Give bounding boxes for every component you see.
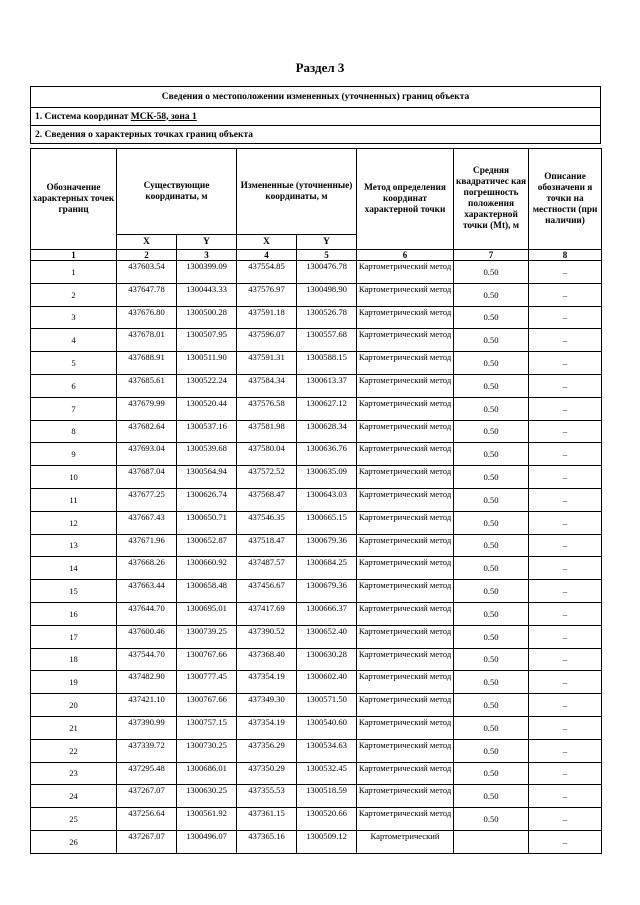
table-row <box>31 557 602 580</box>
refined-y-cell: 1300628.34 <box>297 420 357 443</box>
refined-y-cell: 1300476.78 <box>297 261 357 284</box>
point-description-cell: – <box>529 557 602 580</box>
header-y-existing: Y <box>177 235 237 250</box>
point-description-cell: – <box>529 602 602 625</box>
refined-x-cell: 437581.98 <box>237 420 297 443</box>
existing-y-cell: 1300658.48 <box>177 580 237 603</box>
error-mt-cell: 0.50 <box>454 283 529 306</box>
method-cell: Картометрический метод <box>357 374 454 397</box>
point-number-cell: 6 <box>31 374 117 397</box>
error-mt-cell: 0.50 <box>454 443 529 466</box>
point-number-cell: 7 <box>31 397 117 420</box>
method-cell: Картометрический метод <box>357 762 454 785</box>
table-row <box>31 830 602 853</box>
header-error: Средняя квадратичес кая погрешность положения характерной точки (Mt), м <box>454 149 529 250</box>
refined-y-cell: 1300627.12 <box>297 397 357 420</box>
point-number-cell: 5 <box>31 352 117 375</box>
point-number-cell: 15 <box>31 580 117 603</box>
refined-x-cell: 437456.67 <box>237 580 297 603</box>
header-existing-coords: Существующие координаты, м <box>117 149 237 235</box>
method-cell: Картометрический метод <box>357 443 454 466</box>
refined-x-cell: 437591.31 <box>237 352 297 375</box>
existing-y-cell: 1300520.44 <box>177 397 237 420</box>
refined-x-cell: 437584.34 <box>237 374 297 397</box>
point-description-cell: – <box>529 625 602 648</box>
header-refined-coords: Измененные (уточненные) координаты, м <box>237 149 357 235</box>
existing-x-cell: 437295.48 <box>117 762 177 785</box>
refined-x-cell: 437354.19 <box>237 716 297 739</box>
method-cell: Картометрический метод <box>357 694 454 717</box>
table-heading: Сведения о местоположении измененных (уточненных) границ объекта <box>31 87 601 108</box>
refined-x-cell: 437576.97 <box>237 283 297 306</box>
existing-x-cell: 437688.91 <box>117 352 177 375</box>
existing-x-cell: 437390.99 <box>117 716 177 739</box>
refined-y-cell: 1300518.59 <box>297 785 357 808</box>
existing-y-cell: 1300507.95 <box>177 329 237 352</box>
point-number-cell: 12 <box>31 511 117 534</box>
refined-y-cell: 1300630.28 <box>297 648 357 671</box>
point-description-cell: – <box>529 648 602 671</box>
refined-x-cell: 437591.18 <box>237 306 297 329</box>
header-method: Метод определения координат характерной точки <box>357 149 454 250</box>
error-mt-cell: 0.50 <box>454 694 529 717</box>
existing-x-cell: 437267.07 <box>117 830 177 853</box>
refined-x-cell: 437568.47 <box>237 488 297 511</box>
column-number: 3 <box>177 250 237 261</box>
existing-x-cell: 437679.99 <box>117 397 177 420</box>
refined-x-cell: 437355.53 <box>237 785 297 808</box>
point-number-cell: 10 <box>31 466 117 489</box>
existing-x-cell: 437544.70 <box>117 648 177 671</box>
error-mt-cell: 0.50 <box>454 716 529 739</box>
error-mt-cell: 0.50 <box>454 557 529 580</box>
error-mt-cell: 0.50 <box>454 488 529 511</box>
error-mt-cell: 0.50 <box>454 762 529 785</box>
existing-x-cell: 437685.61 <box>117 374 177 397</box>
table-row <box>31 534 602 557</box>
point-description-cell: – <box>529 466 602 489</box>
table-row <box>31 306 602 329</box>
error-mt-cell: 0.50 <box>454 739 529 762</box>
table-row <box>31 488 602 511</box>
existing-y-cell: 1300757.15 <box>177 716 237 739</box>
column-number: 5 <box>297 250 357 261</box>
header-y-refined: Y <box>297 235 357 250</box>
point-number-cell: 17 <box>31 625 117 648</box>
point-number-cell: 2 <box>31 283 117 306</box>
existing-x-cell: 437256.64 <box>117 808 177 831</box>
error-mt-cell: 0.50 <box>454 534 529 557</box>
existing-y-cell: 1300777.45 <box>177 671 237 694</box>
refined-x-cell: 437368.40 <box>237 648 297 671</box>
point-description-cell: – <box>529 397 602 420</box>
point-description-cell: – <box>529 534 602 557</box>
refined-x-cell: 437361.15 <box>237 808 297 831</box>
table-row <box>31 762 602 785</box>
method-cell: Картометрический метод <box>357 785 454 808</box>
method-cell: Картометрический метод <box>357 329 454 352</box>
error-mt-cell: 0.50 <box>454 625 529 648</box>
point-number-cell: 1 <box>31 261 117 284</box>
column-number: 7 <box>454 250 529 261</box>
existing-y-cell: 1300767.66 <box>177 694 237 717</box>
method-cell: Картометрический <box>357 830 454 853</box>
point-number-cell: 13 <box>31 534 117 557</box>
point-description-cell: – <box>529 352 602 375</box>
header-x-existing: X <box>117 235 177 250</box>
existing-y-cell: 1300564.94 <box>177 466 237 489</box>
method-cell: Картометрический метод <box>357 511 454 534</box>
table-row <box>31 511 602 534</box>
error-mt-cell <box>454 830 529 853</box>
refined-y-cell: 1300684.25 <box>297 557 357 580</box>
point-description-cell: – <box>529 261 602 284</box>
existing-y-cell: 1300511.90 <box>177 352 237 375</box>
refined-x-cell: 437356.29 <box>237 739 297 762</box>
coord-system-prefix: 1. Система координат <box>35 111 131 122</box>
point-description-cell: – <box>529 762 602 785</box>
point-description-cell: – <box>529 785 602 808</box>
existing-y-cell: 1300443.33 <box>177 283 237 306</box>
refined-x-cell: 437518.47 <box>237 534 297 557</box>
coord-system-value: МСК-58, зона 1 <box>130 111 197 122</box>
method-cell: Картометрический метод <box>357 602 454 625</box>
method-cell: Картометрический метод <box>357 580 454 603</box>
column-number: 8 <box>529 250 602 261</box>
method-cell: Картометрический метод <box>357 306 454 329</box>
refined-x-cell: 437546.35 <box>237 511 297 534</box>
method-cell: Картометрический метод <box>357 283 454 306</box>
object-info-table <box>30 86 601 144</box>
refined-x-cell: 437350.29 <box>237 762 297 785</box>
method-cell: Картометрический метод <box>357 261 454 284</box>
refined-y-cell: 1300602.40 <box>297 671 357 694</box>
existing-y-cell: 1300739.25 <box>177 625 237 648</box>
header-description: Описание обозначени я точки на местности (при наличии) <box>529 149 602 250</box>
error-mt-cell: 0.50 <box>454 785 529 808</box>
point-description-cell: – <box>529 329 602 352</box>
table-row <box>31 261 602 284</box>
existing-x-cell: 437676.80 <box>117 306 177 329</box>
method-cell: Картометрический метод <box>357 808 454 831</box>
point-description-cell: – <box>529 808 602 831</box>
existing-x-cell: 437603.54 <box>117 261 177 284</box>
error-mt-cell: 0.50 <box>454 420 529 443</box>
existing-y-cell: 1300650.71 <box>177 511 237 534</box>
method-cell: Картометрический метод <box>357 488 454 511</box>
existing-y-cell: 1300537.16 <box>177 420 237 443</box>
point-number-cell: 25 <box>31 808 117 831</box>
refined-x-cell: 437554.85 <box>237 261 297 284</box>
column-number: 2 <box>117 250 177 261</box>
existing-x-cell: 437663.44 <box>117 580 177 603</box>
existing-y-cell: 1300660.92 <box>177 557 237 580</box>
point-description-cell: – <box>529 716 602 739</box>
refined-y-cell: 1300520.66 <box>297 808 357 831</box>
point-number-cell: 8 <box>31 420 117 443</box>
table-row <box>31 602 602 625</box>
table-row <box>31 443 602 466</box>
point-description-cell: – <box>529 671 602 694</box>
existing-x-cell: 437671.96 <box>117 534 177 557</box>
table-row <box>31 694 602 717</box>
point-number-cell: 24 <box>31 785 117 808</box>
point-description-cell: – <box>529 374 602 397</box>
characteristic-points-table <box>30 148 602 854</box>
column-number: 6 <box>357 250 454 261</box>
method-cell: Картометрический метод <box>357 671 454 694</box>
table-row <box>31 352 602 375</box>
refined-x-cell: 437576.58 <box>237 397 297 420</box>
point-number-cell: 16 <box>31 602 117 625</box>
point-description-cell: – <box>529 420 602 443</box>
point-description-cell: – <box>529 488 602 511</box>
table-row <box>31 374 602 397</box>
method-cell: Картометрический метод <box>357 397 454 420</box>
point-number-cell: 26 <box>31 830 117 853</box>
existing-y-cell: 1300522.24 <box>177 374 237 397</box>
table-row <box>31 648 602 671</box>
point-description-cell: – <box>529 739 602 762</box>
error-mt-cell: 0.50 <box>454 329 529 352</box>
existing-x-cell: 437678.01 <box>117 329 177 352</box>
point-number-cell: 23 <box>31 762 117 785</box>
table-row <box>31 716 602 739</box>
refined-y-cell: 1300571.50 <box>297 694 357 717</box>
table-row <box>31 397 602 420</box>
table-row <box>31 283 602 306</box>
existing-x-cell: 437667.43 <box>117 511 177 534</box>
column-number: 4 <box>237 250 297 261</box>
table-row <box>31 625 602 648</box>
header-point-designation: Обозначение характерных точек границ <box>31 149 117 250</box>
point-number-cell: 4 <box>31 329 117 352</box>
point-description-cell: – <box>529 283 602 306</box>
refined-y-cell: 1300635.09 <box>297 466 357 489</box>
existing-y-cell: 1300500.28 <box>177 306 237 329</box>
existing-x-cell: 437482.90 <box>117 671 177 694</box>
point-description-cell: – <box>529 443 602 466</box>
point-number-cell: 18 <box>31 648 117 671</box>
refined-x-cell: 437487.57 <box>237 557 297 580</box>
refined-y-cell: 1300652.40 <box>297 625 357 648</box>
point-number-cell: 20 <box>31 694 117 717</box>
table-row <box>31 329 602 352</box>
refined-x-cell: 437580.04 <box>237 443 297 466</box>
existing-x-cell: 437693.04 <box>117 443 177 466</box>
table-row <box>31 420 602 443</box>
column-number: 1 <box>31 250 117 261</box>
existing-y-cell: 1300539.68 <box>177 443 237 466</box>
existing-x-cell: 437600.46 <box>117 625 177 648</box>
refined-y-cell: 1300509.12 <box>297 830 357 853</box>
existing-y-cell: 1300695.01 <box>177 602 237 625</box>
refined-x-cell: 437349.30 <box>237 694 297 717</box>
point-description-cell: – <box>529 694 602 717</box>
refined-y-cell: 1300588.15 <box>297 352 357 375</box>
error-mt-cell: 0.50 <box>454 808 529 831</box>
point-number-cell: 14 <box>31 557 117 580</box>
point-description-cell: – <box>529 830 602 853</box>
existing-x-cell: 437677.25 <box>117 488 177 511</box>
points-table-body <box>31 261 602 854</box>
table-row <box>31 808 602 831</box>
existing-y-cell: 1300626.74 <box>177 488 237 511</box>
method-cell: Картометрический метод <box>357 716 454 739</box>
error-mt-cell: 0.50 <box>454 374 529 397</box>
refined-y-cell: 1300665.15 <box>297 511 357 534</box>
method-cell: Картометрический метод <box>357 534 454 557</box>
existing-y-cell: 1300686.01 <box>177 762 237 785</box>
existing-x-cell: 437682.64 <box>117 420 177 443</box>
method-cell: Картометрический метод <box>357 466 454 489</box>
error-mt-cell: 0.50 <box>454 466 529 489</box>
error-mt-cell: 0.50 <box>454 648 529 671</box>
existing-x-cell: 437668.26 <box>117 557 177 580</box>
refined-y-cell: 1300679.36 <box>297 534 357 557</box>
existing-x-cell: 437339.72 <box>117 739 177 762</box>
existing-y-cell: 1300767.66 <box>177 648 237 671</box>
method-cell: Картометрический метод <box>357 625 454 648</box>
refined-y-cell: 1300636.76 <box>297 443 357 466</box>
refined-x-cell: 437390.52 <box>237 625 297 648</box>
method-cell: Картометрический метод <box>357 420 454 443</box>
table-row <box>31 580 602 603</box>
method-cell: Картометрический метод <box>357 557 454 580</box>
error-mt-cell: 0.50 <box>454 602 529 625</box>
table-row <box>31 466 602 489</box>
refined-y-cell: 1300557.68 <box>297 329 357 352</box>
error-mt-cell: 0.50 <box>454 580 529 603</box>
existing-y-cell: 1300496.07 <box>177 830 237 853</box>
refined-x-cell: 437572.52 <box>237 466 297 489</box>
existing-y-cell: 1300730.25 <box>177 739 237 762</box>
table-row <box>31 785 602 808</box>
header-x-refined: X <box>237 235 297 250</box>
error-mt-cell: 0.50 <box>454 397 529 420</box>
existing-x-cell: 437687.04 <box>117 466 177 489</box>
refined-x-cell: 437354.19 <box>237 671 297 694</box>
existing-x-cell: 437267.07 <box>117 785 177 808</box>
error-mt-cell: 0.50 <box>454 261 529 284</box>
refined-y-cell: 1300534.63 <box>297 739 357 762</box>
refined-y-cell: 1300679.36 <box>297 580 357 603</box>
points-heading: 2. Сведения о характерных точках границ объекта <box>31 126 601 144</box>
refined-x-cell: 437417.69 <box>237 602 297 625</box>
table-row <box>31 671 602 694</box>
method-cell: Картометрический метод <box>357 352 454 375</box>
point-number-cell: 11 <box>31 488 117 511</box>
refined-y-cell: 1300540.60 <box>297 716 357 739</box>
refined-y-cell: 1300526.78 <box>297 306 357 329</box>
refined-x-cell: 437365.16 <box>237 830 297 853</box>
existing-y-cell: 1300652.87 <box>177 534 237 557</box>
existing-y-cell: 1300630.25 <box>177 785 237 808</box>
existing-x-cell: 437647.78 <box>117 283 177 306</box>
refined-y-cell: 1300532.45 <box>297 762 357 785</box>
method-cell: Картометрический метод <box>357 648 454 671</box>
error-mt-cell: 0.50 <box>454 511 529 534</box>
point-number-cell: 9 <box>31 443 117 466</box>
refined-x-cell: 437596.07 <box>237 329 297 352</box>
existing-x-cell: 437421.10 <box>117 694 177 717</box>
existing-y-cell: 1300561.92 <box>177 808 237 831</box>
point-description-cell: – <box>529 580 602 603</box>
refined-y-cell: 1300643.03 <box>297 488 357 511</box>
point-description-cell: – <box>529 511 602 534</box>
refined-y-cell: 1300498.90 <box>297 283 357 306</box>
point-number-cell: 3 <box>31 306 117 329</box>
existing-y-cell: 1300399.09 <box>177 261 237 284</box>
method-cell: Картометрический метод <box>357 739 454 762</box>
error-mt-cell: 0.50 <box>454 306 529 329</box>
point-number-cell: 21 <box>31 716 117 739</box>
refined-y-cell: 1300613.37 <box>297 374 357 397</box>
refined-y-cell: 1300666.37 <box>297 602 357 625</box>
section-title: Раздел 3 <box>295 60 345 75</box>
point-description-cell: – <box>529 306 602 329</box>
error-mt-cell: 0.50 <box>454 352 529 375</box>
table-row <box>31 739 602 762</box>
column-numbers-row <box>31 250 602 261</box>
point-number-cell: 22 <box>31 739 117 762</box>
coord-system-line <box>31 108 601 126</box>
point-number-cell: 19 <box>31 671 117 694</box>
error-mt-cell: 0.50 <box>454 671 529 694</box>
existing-x-cell: 437644.70 <box>117 602 177 625</box>
